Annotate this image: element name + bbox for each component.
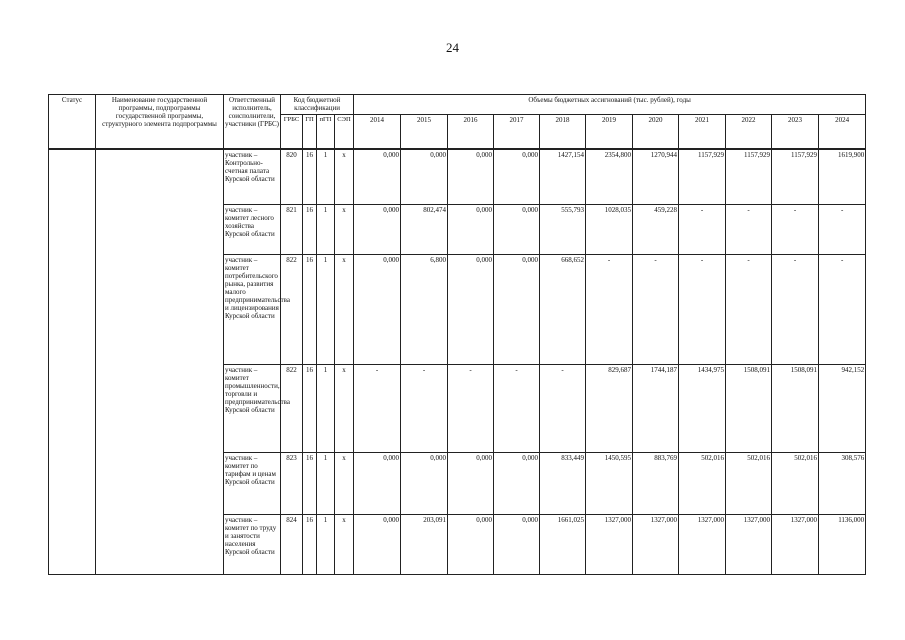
header-year: 2015 bbox=[401, 115, 448, 149]
value-cell: 0,000 bbox=[494, 453, 540, 515]
header-code-pgp: пГП bbox=[317, 115, 335, 149]
value-cell: 883,769 bbox=[633, 453, 679, 515]
code-cell: 822 bbox=[281, 365, 303, 453]
code-cell: 821 bbox=[281, 205, 303, 255]
code-cell: 16 bbox=[303, 255, 317, 365]
code-cell: 16 bbox=[303, 365, 317, 453]
value-cell: 0,000 bbox=[448, 149, 494, 205]
header-year: 2019 bbox=[586, 115, 633, 149]
header-program-name: Наименование государственной программы, подпрограммы государственной программы, структурного элемента подпрограммы bbox=[96, 95, 224, 149]
code-cell: х bbox=[335, 365, 354, 453]
page-number: 24 bbox=[446, 40, 459, 55]
code-cell: 824 bbox=[281, 515, 303, 575]
value-cell: - bbox=[354, 365, 401, 453]
code-cell: 823 bbox=[281, 453, 303, 515]
header-code-sep: СЭП bbox=[335, 115, 354, 149]
header-year: 2016 bbox=[448, 115, 494, 149]
code-cell: 820 bbox=[281, 149, 303, 205]
value-cell: - bbox=[401, 365, 448, 453]
value-cell: 502,016 bbox=[772, 453, 819, 515]
code-cell: 16 bbox=[303, 149, 317, 205]
executor-cell: участник – комитет по труду и занятости населения Курской области bbox=[224, 515, 281, 575]
code-cell: 16 bbox=[303, 515, 317, 575]
header-year: 2024 bbox=[819, 115, 866, 149]
budget-allocation-table bbox=[48, 94, 866, 575]
value-cell: 0,000 bbox=[401, 453, 448, 515]
value-cell: - bbox=[819, 255, 866, 365]
value-cell: 1508,091 bbox=[772, 365, 819, 453]
value-cell: 0,000 bbox=[494, 149, 540, 205]
header-executor: Ответственный исполнитель, соисполнители, участники (ГРБС) bbox=[224, 95, 281, 149]
value-cell: 1327,000 bbox=[726, 515, 772, 575]
code-cell: 1 bbox=[317, 205, 335, 255]
header-status: Статус bbox=[49, 95, 96, 149]
value-cell: - bbox=[772, 255, 819, 365]
value-cell: 668,652 bbox=[540, 255, 586, 365]
value-cell: 0,000 bbox=[448, 255, 494, 365]
executor-cell: участник – комитет промышленности, торговли и предпринимательства Курской области bbox=[224, 365, 281, 453]
value-cell: 1157,929 bbox=[772, 149, 819, 205]
header-volumes: Объемы бюджетных ассигнований (тыс. рублей), годы bbox=[354, 95, 866, 115]
code-cell: 1 bbox=[317, 149, 335, 205]
code-cell: 822 bbox=[281, 255, 303, 365]
value-cell: 0,000 bbox=[448, 453, 494, 515]
value-cell: 502,016 bbox=[679, 453, 726, 515]
code-cell: 16 bbox=[303, 453, 317, 515]
value-cell: 0,000 bbox=[354, 453, 401, 515]
value-cell: 1327,000 bbox=[679, 515, 726, 575]
code-cell: х bbox=[335, 515, 354, 575]
value-cell: 0,000 bbox=[494, 255, 540, 365]
executor-cell: участник – комитет лесного хозяйства Курской области bbox=[224, 205, 281, 255]
value-cell: 0,000 bbox=[354, 149, 401, 205]
header-code-grbs: ГРБС bbox=[281, 115, 303, 149]
value-cell: 1157,929 bbox=[679, 149, 726, 205]
value-cell: 2354,800 bbox=[586, 149, 633, 205]
value-cell: - bbox=[726, 255, 772, 365]
code-cell: 16 bbox=[303, 205, 317, 255]
executor-cell: участник – комитет потребительского рынка, развития малого предпринимательства и лицензирования Курской области bbox=[224, 255, 281, 365]
value-cell: - bbox=[633, 255, 679, 365]
value-cell: 802,474 bbox=[401, 205, 448, 255]
code-cell: 1 bbox=[317, 515, 335, 575]
status-cell bbox=[49, 149, 96, 575]
value-cell: 833,449 bbox=[540, 453, 586, 515]
value-cell: 0,000 bbox=[401, 149, 448, 205]
value-cell: 1028,035 bbox=[586, 205, 633, 255]
executor-cell: участник – комитет по тарифам и ценам Курской области bbox=[224, 453, 281, 515]
value-cell: - bbox=[494, 365, 540, 453]
value-cell: - bbox=[679, 205, 726, 255]
value-cell: 459,228 bbox=[633, 205, 679, 255]
code-cell: х bbox=[335, 149, 354, 205]
value-cell: 502,016 bbox=[726, 453, 772, 515]
value-cell: 0,000 bbox=[494, 205, 540, 255]
value-cell: - bbox=[540, 365, 586, 453]
value-cell: 1327,000 bbox=[586, 515, 633, 575]
value-cell: - bbox=[679, 255, 726, 365]
value-cell: 1450,595 bbox=[586, 453, 633, 515]
value-cell: 1427,154 bbox=[540, 149, 586, 205]
value-cell: 1434,975 bbox=[679, 365, 726, 453]
header-year: 2022 bbox=[726, 115, 772, 149]
value-cell: 555,793 bbox=[540, 205, 586, 255]
executor-cell: участник – Контрольно-счетная палата Курской области bbox=[224, 149, 281, 205]
code-cell: 1 bbox=[317, 453, 335, 515]
value-cell: 308,576 bbox=[819, 453, 866, 515]
value-cell: 0,000 bbox=[494, 515, 540, 575]
header-year: 2018 bbox=[540, 115, 586, 149]
value-cell: 1327,000 bbox=[633, 515, 679, 575]
value-cell: 1136,000 bbox=[819, 515, 866, 575]
value-cell: - bbox=[772, 205, 819, 255]
value-cell: 1661,025 bbox=[540, 515, 586, 575]
header-year: 2021 bbox=[679, 115, 726, 149]
program-name-cell bbox=[96, 149, 224, 575]
code-cell: 1 bbox=[317, 365, 335, 453]
code-cell: х bbox=[335, 453, 354, 515]
value-cell: - bbox=[726, 205, 772, 255]
value-cell: - bbox=[448, 365, 494, 453]
table-body bbox=[49, 149, 866, 575]
value-cell: 942,152 bbox=[819, 365, 866, 453]
header-year: 2017 bbox=[494, 115, 540, 149]
value-cell: 1744,187 bbox=[633, 365, 679, 453]
header-budget-code: Код бюджетной классификации bbox=[281, 95, 354, 115]
value-cell: 0,000 bbox=[354, 515, 401, 575]
value-cell: - bbox=[819, 205, 866, 255]
value-cell: 1619,900 bbox=[819, 149, 866, 205]
value-cell: 1157,929 bbox=[726, 149, 772, 205]
value-cell: 6,800 bbox=[401, 255, 448, 365]
value-cell: 0,000 bbox=[448, 205, 494, 255]
value-cell: 1508,091 bbox=[726, 365, 772, 453]
value-cell: 0,000 bbox=[354, 205, 401, 255]
header-code-gp: ГП bbox=[303, 115, 317, 149]
code-cell: х bbox=[335, 205, 354, 255]
value-cell: 203,091 bbox=[401, 515, 448, 575]
value-cell: 1327,000 bbox=[772, 515, 819, 575]
code-cell: 1 bbox=[317, 255, 335, 365]
value-cell: 829,687 bbox=[586, 365, 633, 453]
value-cell: - bbox=[586, 255, 633, 365]
value-cell: 0,000 bbox=[354, 255, 401, 365]
table-row bbox=[49, 149, 866, 205]
value-cell: 0,000 bbox=[448, 515, 494, 575]
value-cell: 1270,944 bbox=[633, 149, 679, 205]
header-year: 2020 bbox=[633, 115, 679, 149]
header-year: 2014 bbox=[354, 115, 401, 149]
header-year: 2023 bbox=[772, 115, 819, 149]
code-cell: х bbox=[335, 255, 354, 365]
